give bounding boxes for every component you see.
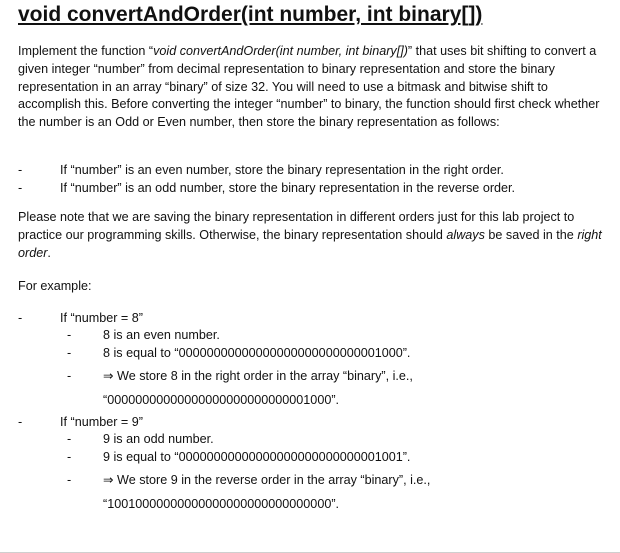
- intro-paragraph: [18, 43, 604, 132]
- page-title: void convertAndOrder(int number, int binary[]): [18, 3, 483, 26]
- example-line-text: 9 is equal to “00000000000000000000000000001001”.: [103, 450, 411, 464]
- dash-bullet: -: [67, 432, 72, 446]
- function-signature: void convertAndOrder(int number, int binary[]): [153, 44, 408, 58]
- intro-text-b: ” that uses bit shifting to convert a given integer “number” from decimal representation to binary representation and store the binary representation in an array “binary” of size 32. You will need to use a bitmask and bitwise shift to accomplish this. Before converting the integer “number” to binary, the function should first check whether the number is an Odd or Even number, then store the binary representation as follows:: [18, 44, 600, 130]
- rule-even-text: If “number” is an even number, store the binary representation in the right order.: [60, 163, 504, 177]
- dash-bullet: -: [18, 181, 23, 195]
- example-8-result: “00000000000000000000000000001000”.: [103, 393, 340, 407]
- note-always: always: [446, 227, 485, 242]
- example-line-text: 8 is equal to “00000000000000000000000000001000”.: [103, 346, 411, 360]
- for-example-label: For example:: [18, 279, 92, 293]
- dash-bullet: -: [67, 450, 72, 464]
- note-text-a: Please note that we are saving the binary representation in different orders just for this lab project to practice our programming skills. Otherwise, the binary representation should: [18, 210, 575, 242]
- dash-bullet: -: [67, 369, 72, 383]
- dash-bullet: -: [18, 415, 23, 429]
- rule-odd-text: If “number” is an odd number, store the binary representation in the reverse order.: [60, 181, 516, 195]
- note-paragraph: [18, 209, 604, 262]
- example-9-result: “10010000000000000000000000000000”.: [103, 497, 340, 511]
- dash-bullet: -: [67, 473, 72, 487]
- example-line-text: ⇒ We store 8 in the right order in the array “binary”, i.e.,: [103, 369, 413, 383]
- note-text-b: be saved in the: [484, 227, 578, 242]
- intro-text-a: Implement the function “: [18, 44, 154, 58]
- dash-bullet: -: [67, 328, 72, 342]
- dash-bullet: -: [18, 163, 23, 177]
- dash-bullet: -: [18, 311, 23, 325]
- example-line-text: 8 is an even number.: [103, 328, 220, 342]
- example-line-text: ⇒ We store 9 in the reverse order in the array “binary”, i.e.,: [103, 473, 431, 487]
- example-line-text: 9 is an odd number.: [103, 432, 214, 446]
- note-text-c: .: [47, 245, 51, 260]
- example-header-text: If “number = 8”: [60, 311, 143, 325]
- note-right-order: right order: [18, 227, 602, 260]
- dash-bullet: -: [67, 346, 72, 360]
- example-header-text: If “number = 9”: [60, 415, 143, 429]
